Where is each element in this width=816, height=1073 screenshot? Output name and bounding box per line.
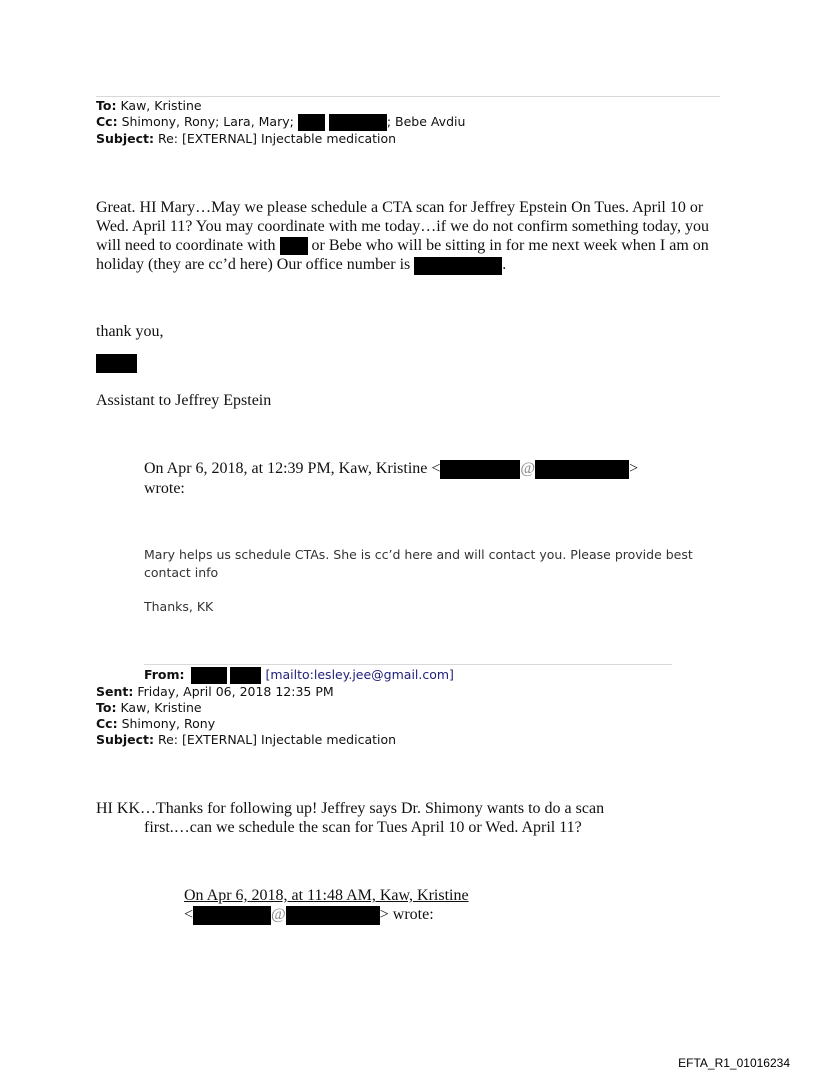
quoted-message-1 xyxy=(144,546,693,616)
email-header-1 xyxy=(96,98,465,147)
body-text: . xyxy=(502,256,507,274)
redaction-box xyxy=(535,460,629,479)
body-line: first.…can we schedule the scan for Tues April 10 or Wed. April 11? xyxy=(144,819,582,836)
quote-signoff: Thanks, KK xyxy=(144,599,214,614)
body-line: Great. HI Mary…May we please schedule a CTA scan for Jeffrey Epstein On Tues. April 10 or xyxy=(96,199,704,216)
redaction-box xyxy=(286,906,380,925)
sent-line xyxy=(96,684,454,700)
redaction-box xyxy=(298,114,325,131)
to-line xyxy=(96,98,465,114)
closing-thanks: thank you, xyxy=(96,323,164,340)
cc-line xyxy=(96,716,454,732)
sent-label: Sent: xyxy=(96,684,134,699)
quote-text: < xyxy=(184,906,194,923)
to-label: To: xyxy=(96,700,117,715)
to-value: Kaw, Kristine xyxy=(120,98,202,113)
signature-redaction xyxy=(96,354,137,373)
body-text: will need to coordinate with xyxy=(96,237,276,254)
to-line xyxy=(96,700,454,716)
top-divider xyxy=(96,96,720,97)
document-id: EFTA_R1_01016234 xyxy=(678,1056,790,1070)
signature-title: Assistant to Jeffrey Epstein xyxy=(96,392,272,409)
subject-label: Subject: xyxy=(96,732,154,747)
quote-intro-line: On Apr 6, 2018, at 11:48 AM, Kaw, Kristine xyxy=(184,887,469,904)
quote-text: On Apr 6, 2018, at 12:39 PM, Kaw, Kristine < xyxy=(144,460,441,477)
quote-divider xyxy=(144,664,672,665)
cc-line xyxy=(96,114,465,131)
to-label: To: xyxy=(96,98,117,113)
cc-value-tail: ; Bebe Avdiu xyxy=(386,114,466,129)
quote-intro-line2: wrote: xyxy=(144,479,185,497)
body-line: HI KK…Thanks for following up! Jeffrey says Dr. Shimony wants to do a scan xyxy=(96,800,605,817)
mailto-link[interactable]: [mailto:lesley.jee@gmail.com] xyxy=(265,667,454,682)
cc-label: Cc: xyxy=(96,716,118,731)
body-text: holiday (they are cc’d here) Our office number is xyxy=(96,256,411,274)
cc-value: Shimony, Rony xyxy=(121,716,216,731)
sent-value: Friday, April 06, 2018 12:35 PM xyxy=(137,684,334,699)
quote-intro-1 xyxy=(144,459,638,498)
cc-value: Shimony, Rony; Lara, Mary; xyxy=(121,114,294,129)
from-line xyxy=(96,667,454,684)
subject-line xyxy=(96,131,465,147)
quote-intro-2 xyxy=(184,886,469,925)
message-body-1 xyxy=(96,198,736,275)
from-label: From: xyxy=(144,667,185,682)
redaction-box xyxy=(329,114,387,131)
quote-intro-line xyxy=(144,459,638,479)
to-value: Kaw, Kristine xyxy=(120,700,202,715)
redaction-box xyxy=(230,667,261,684)
body-line: Wed. April 11? You may coordinate with me today…if we do not confirm something today, you xyxy=(96,218,709,235)
body-line xyxy=(96,236,736,255)
redaction-box xyxy=(280,237,308,255)
body-text: or Bebe who will be sitting in for me next week when I am on xyxy=(311,237,709,254)
quote-text: @ xyxy=(520,460,536,477)
quote-line: Mary helps us schedule CTAs. She is cc’d here and will contact you. Please provide best xyxy=(144,547,693,562)
subject-value: Re: [EXTERNAL] Injectable medication xyxy=(157,131,397,146)
redaction-box xyxy=(193,906,271,925)
message-body-2 xyxy=(96,799,604,837)
cc-label: Cc: xyxy=(96,114,118,129)
body-line xyxy=(96,255,736,274)
quote-text: > xyxy=(629,460,639,477)
subject-line xyxy=(96,732,454,748)
redaction-box xyxy=(440,460,520,479)
quote-text: @ xyxy=(271,906,286,923)
redaction-box xyxy=(191,667,227,684)
subject-value: Re: [EXTERNAL] Injectable medication xyxy=(157,732,397,747)
quote-text: > wrote: xyxy=(379,906,434,923)
subject-label: Subject: xyxy=(96,131,154,146)
quote-line: contact info xyxy=(144,565,219,580)
redaction-box xyxy=(414,257,502,275)
quote-intro-line2 xyxy=(184,905,469,925)
email-header-2 xyxy=(96,667,454,748)
